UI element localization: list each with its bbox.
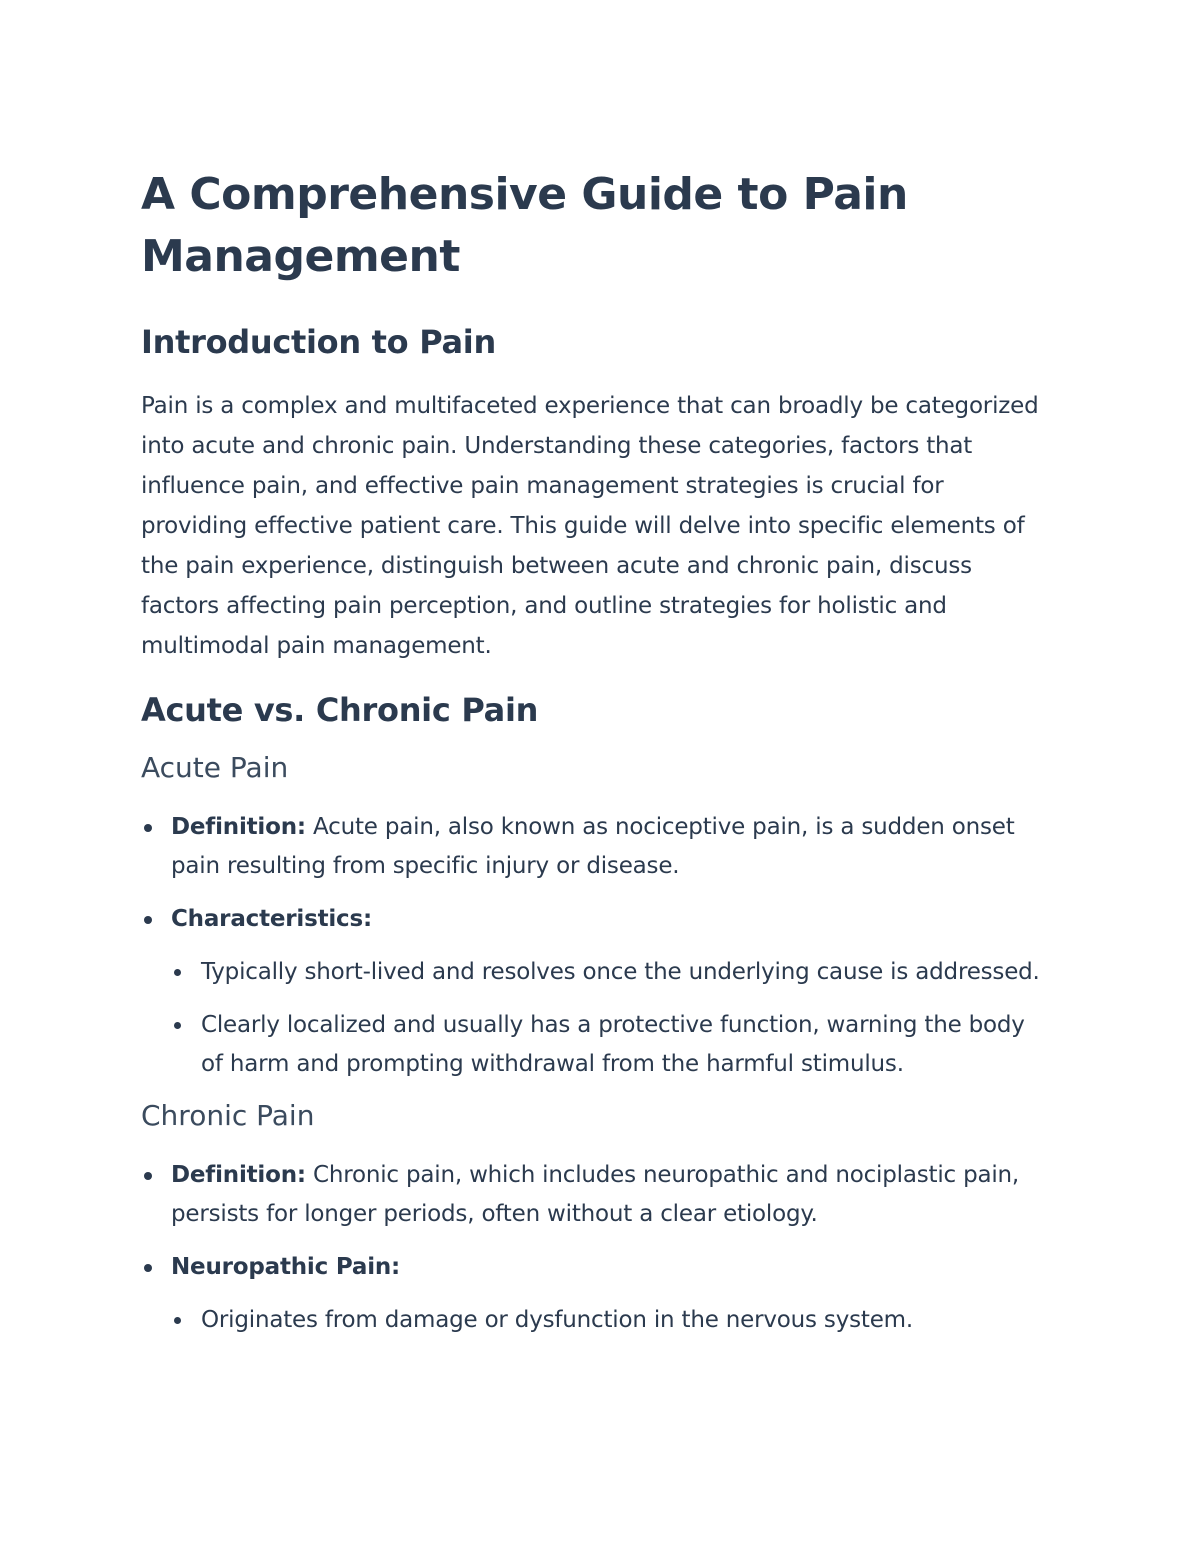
- list-item-text: Clearly localized and usually has a protective function, warning the body of harm and prompting withdrawal from the harmful stimulus.: [201, 1012, 1025, 1077]
- bullet-icon: [144, 1264, 152, 1272]
- characteristics-sublist: [171, 953, 1051, 1084]
- bullet-icon: [144, 824, 152, 832]
- list-item-text: Typically short-lived and resolves once the underlying cause is addressed.: [201, 959, 1040, 985]
- subheading-chronic-pain: Chronic Pain: [141, 1099, 315, 1132]
- neuropathic-label: Neuropathic Pain:: [171, 1254, 401, 1280]
- acute-pain-list: [141, 808, 1051, 1084]
- definition-label: Definition:: [171, 1162, 306, 1188]
- list-item-text: Originates from damage or dysfunction in the nervous system.: [201, 1307, 913, 1333]
- document-page: [141, 164, 1051, 1354]
- list-item-chronic-definition: [141, 1156, 1051, 1234]
- subheading-acute-pain: Acute Pain: [141, 751, 289, 784]
- list-item: [171, 953, 1051, 992]
- section-heading-introduction: Introduction to Pain: [141, 323, 496, 361]
- bullet-icon: [174, 1317, 181, 1324]
- chronic-pain-list: [141, 1156, 1051, 1340]
- bullet-icon: [144, 1172, 152, 1180]
- section-heading-acute-vs-chronic: Acute vs. Chronic Pain: [141, 691, 539, 729]
- bullet-icon: [174, 1022, 181, 1029]
- list-item: [171, 1006, 1051, 1084]
- characteristics-label: Characteristics:: [171, 906, 372, 932]
- list-item-neuropathic-pain: [141, 1248, 1051, 1340]
- bullet-icon: [144, 916, 152, 924]
- list-item-acute-characteristics: [141, 900, 1051, 1084]
- list-item-acute-definition: [141, 808, 1051, 886]
- definition-text: Acute pain, also known as nociceptive pain, is a sudden onset pain resulting from specific injury or disease.: [171, 814, 1015, 879]
- definition-text: Chronic pain, which includes neuropathic and nociplastic pain, persists for longer periods, often without a clear etiology.: [171, 1162, 1020, 1227]
- definition-label: Definition:: [171, 814, 306, 840]
- document-title: A Comprehensive Guide to Pain Management: [141, 169, 908, 282]
- neuropathic-sublist: [171, 1301, 1051, 1340]
- intro-paragraph: Pain is a complex and multifaceted experience that can broadly be categorized into acute and chronic pain. Understanding these categories, factors that influence pain, and effective pain management strategies is crucial for providing effective patient care. This guide will delve into specific elements of the pain experience, distinguish between acute and chronic pain, discuss factors affecting pain perception, and outline strategies for holistic and multimodal pain management.: [141, 393, 1039, 659]
- bullet-icon: [174, 969, 181, 976]
- list-item: [171, 1301, 1051, 1340]
